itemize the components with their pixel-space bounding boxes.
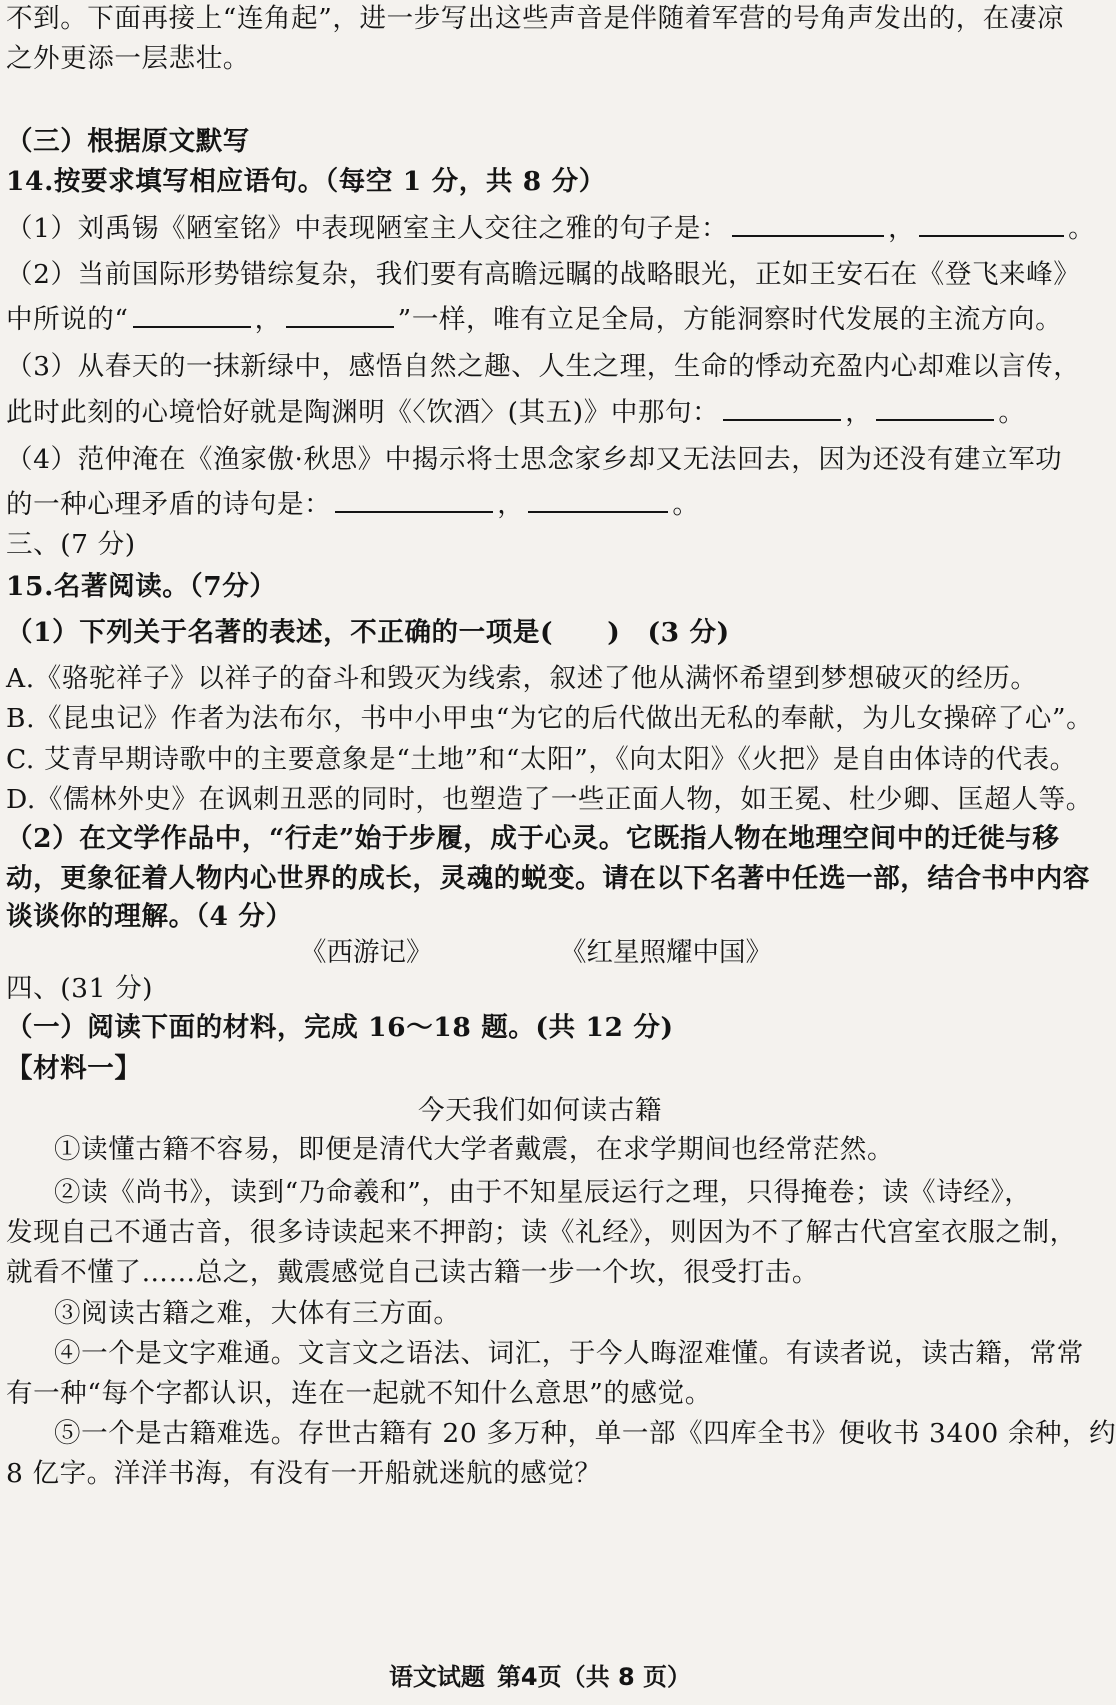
book-choices xyxy=(0,930,1080,970)
part-heading: 四、(31 分) xyxy=(6,973,154,1004)
question-15-1: （1）下列关于名著的表述，不正确的一项是( ) (3 分) xyxy=(6,617,730,648)
paragraph-line: 就看不懂了……总之，戴震感觉自己读古籍一步一个坎，很受打击。 xyxy=(6,1257,819,1288)
material-label: 【材料一】 xyxy=(6,1053,142,1084)
question-15-2-line: （2）在文学作品中，“行走”始于步履，成于心灵。它既指人物在地理空间中的迁徙与移 xyxy=(6,823,1060,854)
question-text: 中所说的“ xyxy=(6,304,129,335)
punctuation: 。 xyxy=(672,489,700,520)
article-title: 今天我们如何读古籍 xyxy=(418,1095,662,1126)
answer-blank[interactable] xyxy=(919,213,1064,237)
book-title: 《西游记》 xyxy=(300,937,433,968)
option-a: A.《骆驼祥子》以祥子的奋斗和毁灭为线索，叙述了他从满怀希望到梦想破灭的经历。 xyxy=(6,663,1038,694)
sub-heading: （一）阅读下面的材料，完成 16～18 题。(共 12 分) xyxy=(6,1012,674,1043)
paragraph-line: ④一个是文字难通。文言文之语法、词汇，于今人晦涩难懂。有读者说，读古籍，常常 xyxy=(54,1338,1084,1369)
answer-blank[interactable] xyxy=(133,304,251,328)
footer-subject: 语文试题 xyxy=(388,1663,485,1691)
footer-page-number: 第4页（共 8 页） xyxy=(496,1663,692,1691)
punctuation: ， xyxy=(845,397,873,428)
question-14-2-line xyxy=(6,303,1072,341)
paragraph-line: ②读《尚书》，读到“乃命羲和”，由于不知星辰运行之理，只得掩卷；读《诗经》， xyxy=(54,1177,1032,1208)
punctuation: 。 xyxy=(1068,213,1096,244)
question-text: ”一样，唯有立足全局，方能洞察时代发展的主流方向。 xyxy=(397,304,1063,335)
option-c: C. 艾青早期诗歌中的主要意象是“土地”和“太阳”，《向太阳》《火把》是自由体诗的代表。 xyxy=(6,744,1077,775)
punctuation: 。 xyxy=(998,397,1026,428)
part-heading: 三、(7 分) xyxy=(6,529,136,560)
question-15-title: 15.名著阅读。（7分） xyxy=(6,571,277,602)
question-text: （1）刘禹锡《陋室铭》中表现陋室主人交往之雅的句子是： xyxy=(6,213,729,244)
paragraph-line: ⑤一个是古籍难选。存世古籍有 20 多万种，单一部《四库全书》便收书 3400 余种，约 xyxy=(54,1418,1116,1449)
question-text: 的一种心理矛盾的诗句是： xyxy=(6,489,332,520)
paragraph-line: ③阅读古籍之难，大体有三方面。 xyxy=(54,1298,461,1329)
question-14-title: 14.按要求填写相应语句。（每空 1 分，共 8 分） xyxy=(6,166,606,197)
option-d: D.《儒林外史》在讽刺丑恶的同时，也塑造了一些正面人物，如王冕、杜少卿、匡超人等。 xyxy=(6,784,1093,815)
paragraph-line: 有一种“每个字都认识，连在一起就不知什么意思”的感觉。 xyxy=(6,1378,712,1409)
option-b: B.《昆虫记》作者为法布尔，书中小甲虫“为它的后代做出无私的奉献，为儿女操碎了心”。 xyxy=(6,703,1094,734)
question-14-4-line: （4）范仲淹在《渔家傲·秋思》中揭示将士思念家乡却又无法回去，因为还没有建立军功 xyxy=(6,444,1063,475)
answer-blank[interactable] xyxy=(723,397,841,421)
answer-blank[interactable] xyxy=(335,489,493,513)
answer-blank[interactable] xyxy=(528,489,668,513)
question-14-3-line xyxy=(6,396,1072,434)
page-footer xyxy=(0,1657,1080,1692)
paragraph-line: 8 亿字。洋洋书海，有没有一开船就迷航的感觉？ xyxy=(6,1458,602,1489)
question-15-2-line: 谈谈你的理解。（4 分） xyxy=(6,901,293,932)
answer-blank[interactable] xyxy=(876,397,994,421)
question-text: 此时此刻的心境恰好就是陶渊明《〈饮酒〉(其五)》中那句： xyxy=(6,397,720,428)
book-title: 《红星照耀中国》 xyxy=(560,937,772,968)
paragraph-line: 发现自己不通古音，很多诗读起来不押韵；读《礼经》，则因为不了解古代宫室衣服之制， xyxy=(6,1217,1077,1248)
paragraph-line: ①读懂古籍不容易，即便是清代大学者戴震，在求学期间也经常茫然。 xyxy=(54,1134,895,1165)
question-14-2-line: （2）当前国际形势错综复杂，我们要有高瞻远瞩的战略眼光，正如王安石在《登飞来峰》 xyxy=(6,259,1081,290)
intro-line: 不到。下面再接上“连角起”，进一步写出这些声音是伴随着军营的号角声发出的，在凄凉 xyxy=(6,3,1065,34)
punctuation: ， xyxy=(888,213,916,244)
question-14-4-line xyxy=(6,488,1072,526)
punctuation: ， xyxy=(254,304,282,335)
punctuation: ， xyxy=(497,489,525,520)
question-14-1 xyxy=(6,212,1096,250)
answer-blank[interactable] xyxy=(286,304,394,328)
answer-blank[interactable] xyxy=(732,213,884,237)
section-heading: （三）根据原文默写 xyxy=(6,126,250,157)
question-14-3-line: （3）从春天的一抹新绿中，感悟自然之趣、人生之理，生命的悸动充盈内心却难以言传， xyxy=(6,351,1081,382)
intro-line: 之外更添一层悲壮。 xyxy=(6,43,250,74)
question-15-2-line: 动，更象征着人物内心世界的成长，灵魂的蜕变。请在以下名著中任选一部，结合书中内容 xyxy=(6,863,1090,894)
